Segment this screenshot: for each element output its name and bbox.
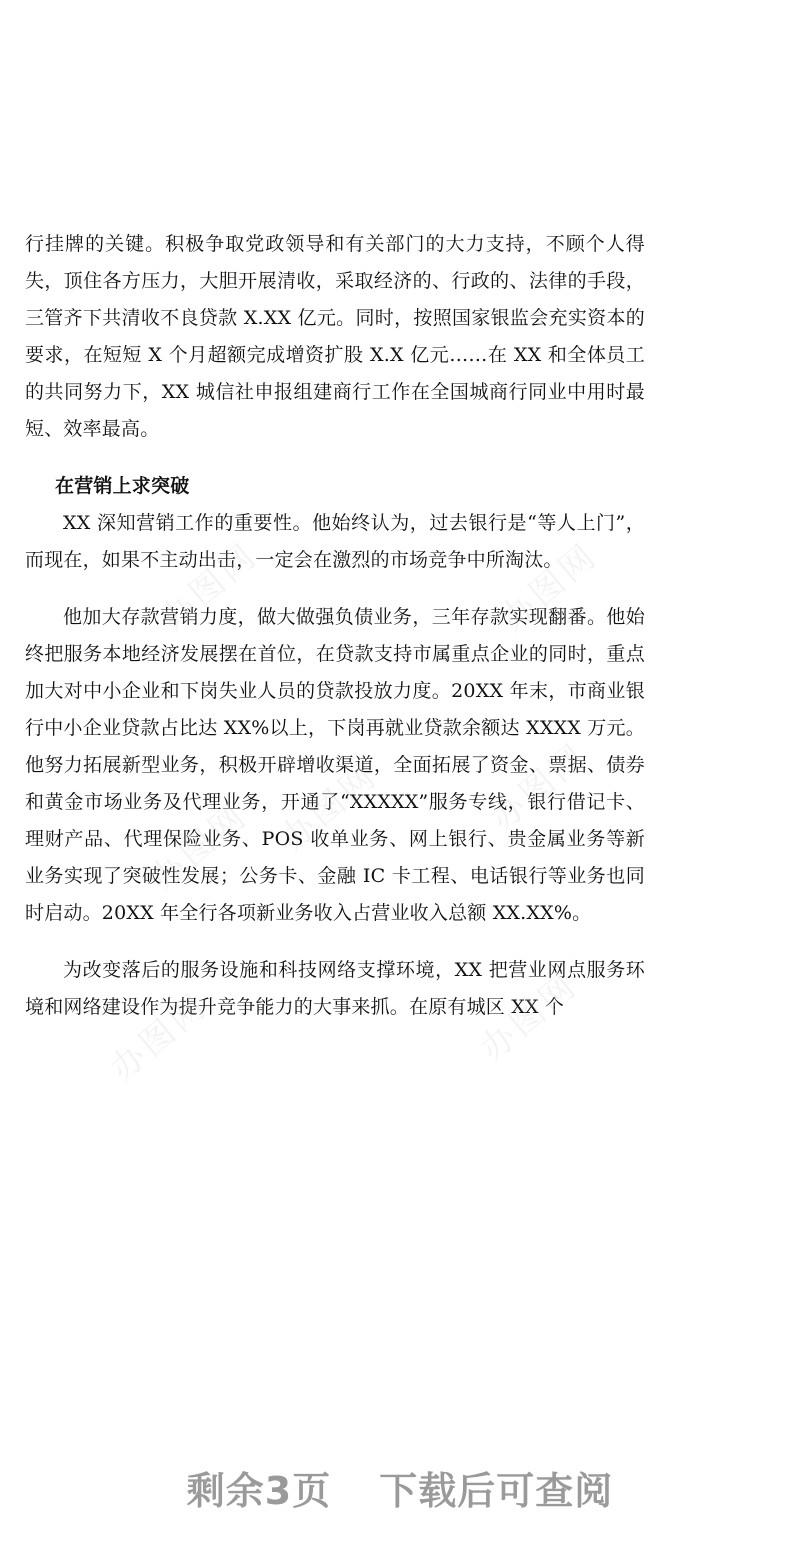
watermark: 办图网	[472, 965, 586, 1070]
paragraph-2: XX 深知营销工作的重要性。他始终认为，过去银行是“等人上门”，而现在，如果不主动出击，一定会在激烈的市场竞争中所淘汰。	[25, 512, 645, 571]
watermark: 办图网	[272, 755, 386, 860]
watermark: 办图网	[142, 795, 256, 900]
watermark: 办图网	[152, 535, 266, 640]
paragraph-4: 为改变落后的服务设施和科技网络支撑环境，XX 把营业网点服务环境和网络建设作为提升竞争能力的大事来抓。在原有城区 XX 个	[25, 959, 645, 1018]
document-body	[25, 226, 645, 1026]
remaining-pages-label: 剩余3页	[186, 1469, 332, 1513]
watermark: 办图网	[482, 735, 596, 840]
paragraph-1: 行挂牌的关键。积极争取党政领导和有关部门的大力支持，不顾个人得失，顶住各方压力，大胆开展清收，采取经济的、行政的、法律的手段，三管齐下共清收不良贷款 X.XX 亿元。同时，按照国家银监会充实资本的要求，在短短 X 个月超额完成增资扩股 X.X 亿元……在 XX 和全体员工的共同努力下，XX 城信社申报组建商行工作在全国城商行同业中用时最短、效率最高。	[25, 233, 645, 440]
section-heading: 在营销上求突破	[55, 475, 190, 497]
download-to-view-label: 下载后可查阅	[379, 1469, 614, 1513]
watermark: 办图网	[102, 985, 216, 1090]
download-prompt-banner[interactable]	[0, 1460, 800, 1515]
watermark: 办图网	[492, 535, 606, 640]
paragraph-3: 他加大存款营销力度，做大做强负债业务，三年存款实现翻番。他始终把服务本地经济发展摆在首位，在贷款支持市属重点企业的同时，重点加大对中小企业和下岗失业人员的贷款投放力度。20XX 年末，市商业银行中小企业贷款占比达 XX%以上，下岗再就业贷款余额达 XXXX 万元。他努力拓展新型业务，积极开辟增收渠道，全面拓展了资金、票据、债券和黄金市场业务及代理业务，开通了“XXXXX”服务专线，银行借记卡、理财产品、代理保险业务、POS 收单业务、网上银行、贵金属业务等新业务实现了突破性发展；公务卡、金融 IC 卡工程、电话银行等业务也同时启动。20XX 年全行各项新业务收入占营业收入总额 XX.XX%。	[25, 606, 645, 924]
